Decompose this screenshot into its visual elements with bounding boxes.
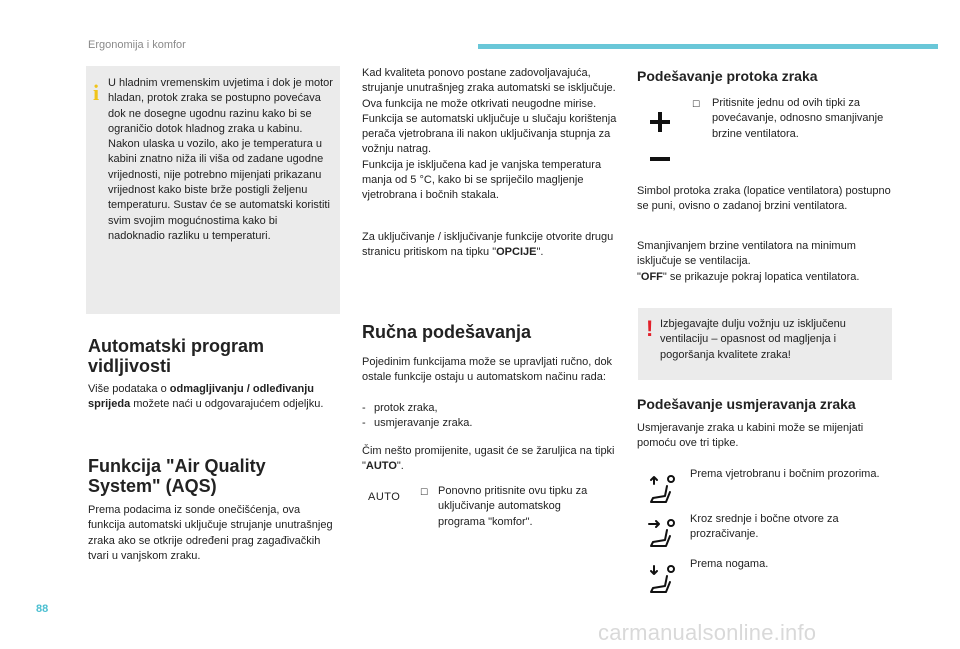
off-suffix: " se prikazuje pokraj lopatica ventilatora. — [662, 270, 860, 283]
checkbox-bullet-icon: ☐ — [420, 487, 429, 497]
airflow-min-line: Smanjivanjem brzine ventilatora na minimum isključuje se ventilacija. — [637, 240, 856, 268]
options-suffix: ". — [536, 246, 544, 259]
windscreen-airflow-icon[interactable] — [646, 474, 680, 504]
visibility-text-bold: odmagljivanju / odleđivanju sprijeda — [88, 383, 314, 411]
list-item: - protok zraka, — [362, 401, 620, 416]
warning-icon: ! — [646, 316, 654, 341]
info-box-text — [108, 76, 336, 244]
aqs-text: Prema podacima iz sonde onečišćenja, ova funkcija automatski uključuje strujanje unutrašnjeg zraka ako se otkrije određeni prag zagađivačkih tvari u vanjskom zraku. — [88, 504, 333, 562]
distribution-intro: Usmjeravanje zraka u kabini može se mijenjati pomoću ove tri tipke. — [637, 422, 864, 450]
aqs-heading: Funkcija "Air Quality System" (AQS) — [88, 456, 266, 496]
minus-button-icon[interactable] — [648, 151, 672, 161]
distribution-heading: Podešavanje usmjeravanja zraka — [637, 396, 856, 412]
watermark: carmanualsonline.info — [598, 620, 817, 645]
off-prefix: " — [637, 270, 641, 283]
center-vents-airflow-icon[interactable] — [646, 518, 680, 548]
list-item: - usmjeravanje zraka. — [362, 416, 620, 431]
options-text — [362, 230, 620, 261]
visibility-text-suffix: možete naći u odgovarajućem odjeljku. — [130, 398, 324, 411]
visibility-text-prefix: Više podataka o — [88, 383, 170, 395]
info-paragraph-2: Nakon ulaska u vozilo, ako je temperatura u kabini znatno niža ili viša od zadane ugodne vrijednosti, nije potrebno mijenjati prikazanu vrijednost kako biste brže postigli željenu temperaturu. Sustav će se automatski koristiti svim svojim mogućnostima kako bi nadoknadio razliku u temperaturi. — [108, 138, 330, 242]
manual-intro: Pojedinim funkcijama može se upravljati ručno, dok ostale funkcije ostaju u automatskom načinu rada: — [362, 356, 613, 384]
bullet-text-2: usmjeravanje zraka. — [374, 417, 473, 430]
info-box — [86, 66, 340, 314]
manual-bullet-list — [362, 401, 620, 432]
change-prefix: Čim nešto promijenite, ugasit će se žaruljica na tipki " — [362, 445, 615, 473]
footwell-airflow-icon[interactable] — [646, 564, 680, 594]
info-paragraph-1: U hladnim vremenskim uvjetima i dok je motor hladan, protok zraka se postupno povećava dok ne dosegne ugodnu razinu kako bi se ograničio dotok hladnog zraka u kabinu. — [108, 77, 333, 135]
checkbox-bullet-icon: ☐ — [692, 99, 701, 109]
visibility-text — [88, 382, 342, 413]
off-key: OFF — [640, 270, 663, 283]
warning-box — [638, 308, 892, 380]
manual-heading: Ručna podešavanja — [362, 322, 532, 342]
aqs-line-2: Ova funkcija ne može otkrivati neugodne mirise. — [362, 97, 597, 110]
auto-button-symbol[interactable]: AUTO — [368, 491, 401, 503]
page-number: 88 — [36, 603, 49, 615]
manual-change-text — [362, 444, 620, 475]
aqs-line-1: Kad kvaliteta ponovo postane zadovoljavajuća, strujanje unutrašnjeg zraka automatski se isključuje. — [362, 67, 616, 95]
visibility-heading: Automatski program vidljivosti — [88, 336, 265, 376]
center-vents-airflow-text: Kroz srednje i bočne otvore za prozračivanje. — [690, 513, 839, 541]
plus-button-icon[interactable] — [648, 110, 672, 134]
auto-instruction: Ponovno pritisnite ovu tipku za uključivanje automatskog programa "komfor". — [438, 485, 588, 528]
warning-text: Izbjegavajte dulju vožnju uz isključenu ventilaciju – opasnost od magljenja i pogoršanja kvalitete zraka! — [660, 318, 846, 361]
airflow-off-line — [637, 270, 891, 285]
aqs-continued-text — [362, 66, 620, 204]
options-prefix: Za uključivanje / isključivanje funkcije otvorite drugu stranicu pritiskom na tipku " — [362, 231, 614, 259]
change-key: AUTO — [365, 460, 397, 473]
section-title: Ergonomija i komfor — [88, 39, 186, 51]
airflow-heading: Podešavanje protoka zraka — [637, 68, 818, 84]
airflow-instruction: Pritisnite jednu od ovih tipki za povećavanje, odnosno smanjivanje brzine ventilatora. — [712, 97, 884, 140]
bullet-text-1: protok zraka, — [374, 402, 438, 414]
info-icon: i — [93, 80, 100, 105]
aqs-line-3: Funkcija se automatski uključuje u slučaju korištenja perača vjetrobrana ili nakon uključivanja stupnja za vožnju natrag. — [362, 112, 617, 156]
section-accent-bar — [478, 44, 938, 49]
aqs-line-4: Funkcija je isključena kad je vanjska temperatura manja od 5 °C, kako bi se spriječilo magljenje vjetrobrana i bočnih stakala. — [362, 158, 602, 202]
windscreen-airflow-text: Prema vjetrobranu i bočnim prozorima. — [690, 468, 880, 480]
airflow-symbol-text: Simbol protoka zraka (lopatice ventilatora) postupno se puni, ovisno o zadanoj brzini ventilatora. — [637, 185, 891, 213]
footwell-airflow-text: Prema nogama. — [690, 558, 769, 570]
options-key: OPCIJE — [496, 246, 537, 259]
change-suffix: ". — [396, 460, 404, 473]
airflow-min-text — [637, 239, 891, 285]
